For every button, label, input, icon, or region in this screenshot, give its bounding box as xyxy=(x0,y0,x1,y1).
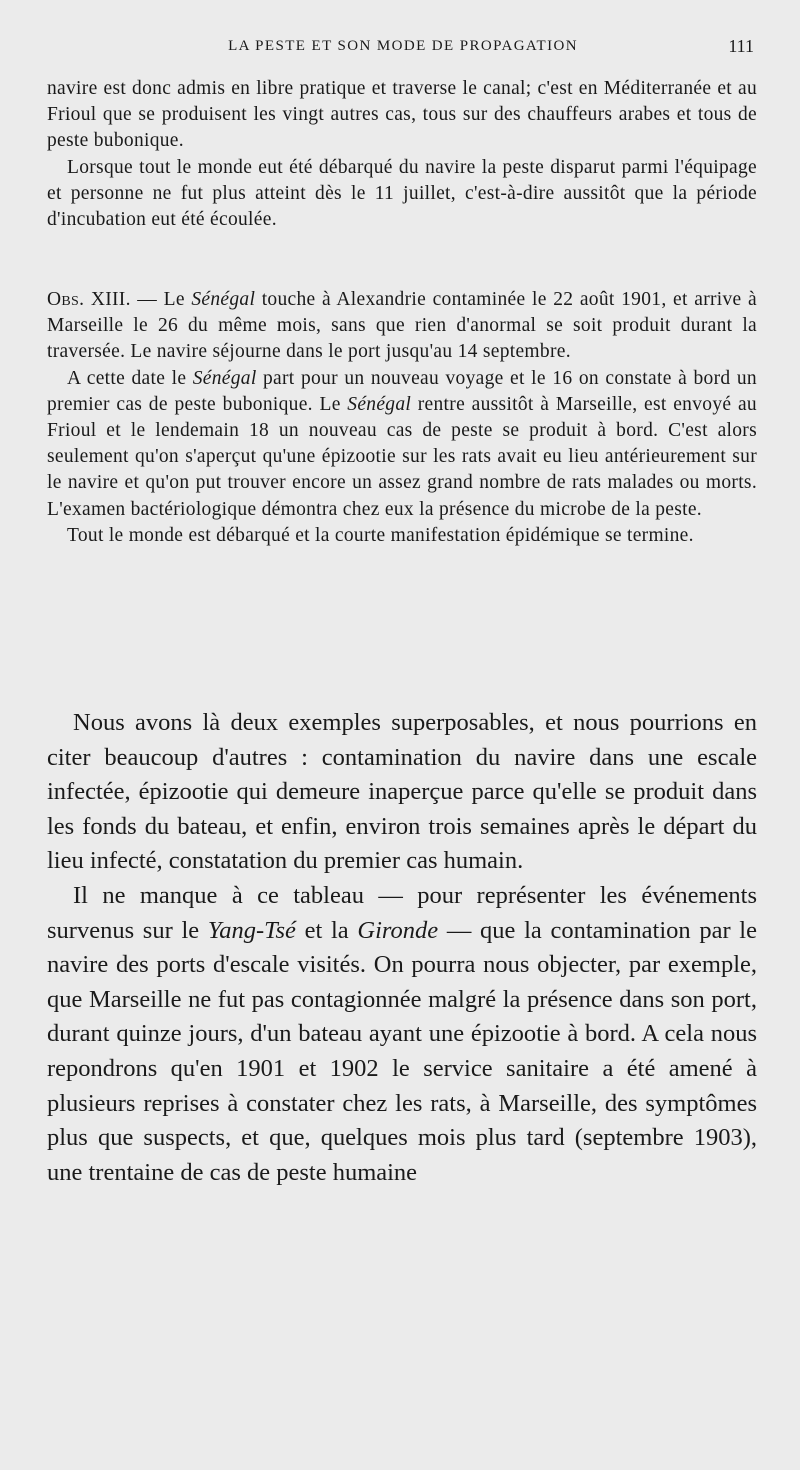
main-text-block xyxy=(47,706,757,1190)
paragraph-continuation: navire est donc admis en libre pratique et traverse le canal; c'est en Méditerranée et au Frioul que se produisent les vingt autres cas, tous sur des chauffeurs arabes et tous de peste bubonique. xyxy=(47,78,757,152)
ship-name: Sénégal xyxy=(191,289,256,310)
paragraph-objection: Il ne manque à ce tableau — pour représenter les événements survenus sur le Yang-Tsé et la Gironde — que la contamination par le navire des ports d'escale visités. On pourra nous objecter, par exemple, que Marseille ne fut pas contagionnée malgré la présence dans son port, durant quinze jours, d'un bateau ayant une épizootie à bord. A cela nous repondrons qu'en 1901 et 1902 le service sanitaire a été amené à plusieurs reprises à constater chez les rats, à Marseille, des symptômes plus que suspects, et que, quelques mois plus tard (septembre 1903), une trentaine de cas de peste humaine xyxy=(47,881,757,1186)
ship-name: Gironde xyxy=(357,916,439,944)
obs-xiii-paragraph-2: A cette date le Sénégal part pour un nouveau voyage et le 16 on constate à bord un premier cas de peste bubonique. Le Sénégal rentre aussitôt à Marseille, est envoyé au Frioul et le lendemain 18 un nouveau cas de peste se produit à bord. C'est alors seulement qu'on s'aperçut qu'une épizootie sur les rats avait eu lieu antérieurement sur le navire et qu'on put trouver encore un assez grand nombre de rats malades ou morts. L'examen bactériologique démontra chez eux la présence du microbe de la peste. xyxy=(47,367,757,520)
ship-name: Sénégal xyxy=(347,393,412,415)
obs-xiii-paragraph-3: Tout le monde est débarqué et la courte manifestation épidémique se termine. xyxy=(67,524,694,546)
ship-name: Yang-Tsé xyxy=(207,916,296,944)
running-title: LA PESTE ET SON MODE DE PROPAGATION xyxy=(228,38,578,54)
continuation-block xyxy=(47,76,757,233)
ship-name: Sénégal xyxy=(192,367,257,389)
paragraph-disembark: Lorsque tout le monde eut été débarqué du navire la peste disparut parmi l'équipage et personne ne fut plus atteint dès le 11 juillet, c'est-à-dire aussitôt que la période d'incubation eut été écoulée. xyxy=(47,156,757,231)
page-number: 111 xyxy=(728,36,754,56)
running-head xyxy=(48,36,758,58)
obs-xiii-paragraph-1: Obs. XIII. — Le Sénégal touche à Alexandrie contaminée le 22 août 1901, et arrive à Marseille le 26 du même mois, sans que rien d'anormal se soit produit durant la traversée. Le navire séjourne dans le port jusqu'au 14 septembre. xyxy=(47,289,757,363)
paragraph-examples: Nous avons là deux exemples superposables, et nous pourrions en citer beaucoup d'autres : contamination du navire dans une escale infectée, épizootie qui demeure inaperçue parce qu'elle se produit dans les fonds du bateau, et enfin, environ trois semaines après le départ du lieu infecté, constatation du premier cas humain. xyxy=(47,709,757,875)
observation-xiii xyxy=(47,287,757,549)
obs-label: Obs. XIII. xyxy=(47,289,131,310)
